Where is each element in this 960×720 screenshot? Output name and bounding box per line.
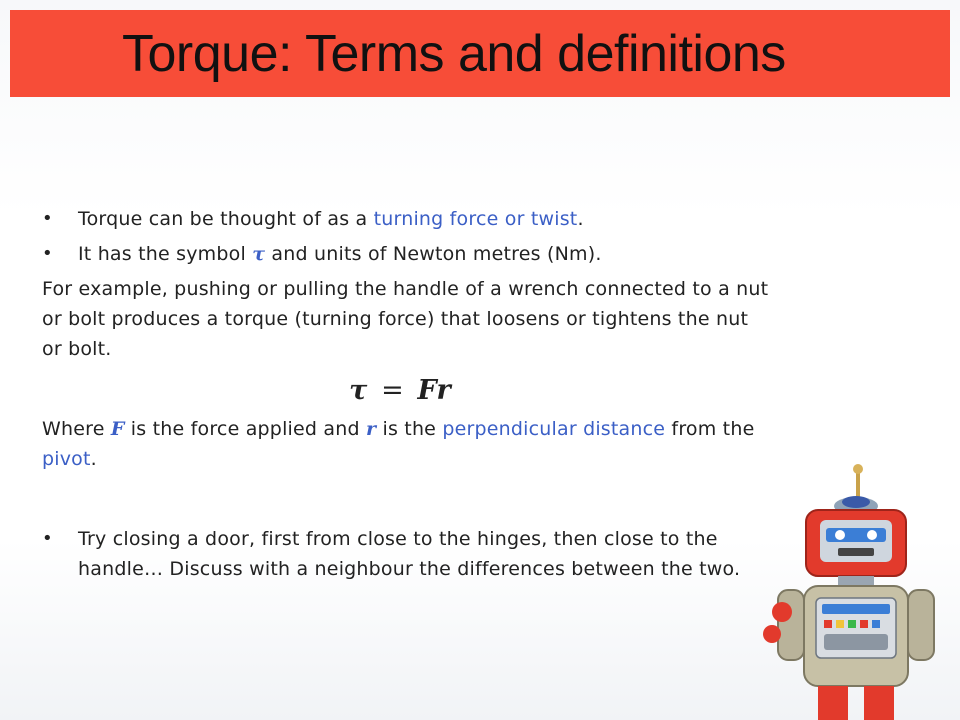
definition-text: from the xyxy=(665,418,755,440)
title-bar xyxy=(10,10,950,97)
spacer xyxy=(42,478,772,524)
bullet-door-activity xyxy=(42,524,772,584)
equation-equals: = xyxy=(381,375,404,406)
definition-text: is the xyxy=(376,418,443,440)
bullet-symbol-units xyxy=(42,239,772,269)
bullet-icon: • xyxy=(42,528,53,549)
bullet-text: Torque can be thought of as a xyxy=(78,208,374,230)
bullet-text-end: . xyxy=(577,208,584,230)
highlight-perpendicular-distance: perpendicular distance xyxy=(442,418,666,440)
equation-lhs: τ xyxy=(349,375,368,406)
equation-rhs: Fr xyxy=(417,375,451,406)
bullet-icon: • xyxy=(42,243,53,264)
bullet-text: Try closing a door, first from close to the hinges, then close to the handle… Discuss with a neighbour the differences between the two. xyxy=(78,528,741,580)
slide-title: Torque: Terms and definitions xyxy=(122,25,786,83)
force-symbol: F xyxy=(110,418,125,440)
definition-paragraph xyxy=(42,414,772,474)
definition-text: is the force applied and xyxy=(124,418,367,440)
highlight-pivot: pivot xyxy=(42,448,91,470)
bullet-text-end: and units of Newton metres (Nm). xyxy=(265,243,602,265)
definition-text: Where xyxy=(42,418,111,440)
definition-text: . xyxy=(90,448,97,470)
slide-content xyxy=(42,204,772,589)
torque-equation xyxy=(42,368,772,414)
highlight-turning-force: turning force or twist xyxy=(373,208,578,230)
bullet-icon: • xyxy=(42,208,53,229)
bullet-turning-force xyxy=(42,204,772,234)
distance-symbol: r xyxy=(366,418,377,440)
tau-symbol: τ xyxy=(252,243,266,265)
bullet-text: It has the symbol xyxy=(78,243,253,265)
example-paragraph: For example, pushing or pulling the handle of a wrench connected to a nut or bolt produces a torque (turning force) that loosens or tightens the nut or bolt. xyxy=(42,278,769,360)
robot-toy-image xyxy=(748,462,948,720)
